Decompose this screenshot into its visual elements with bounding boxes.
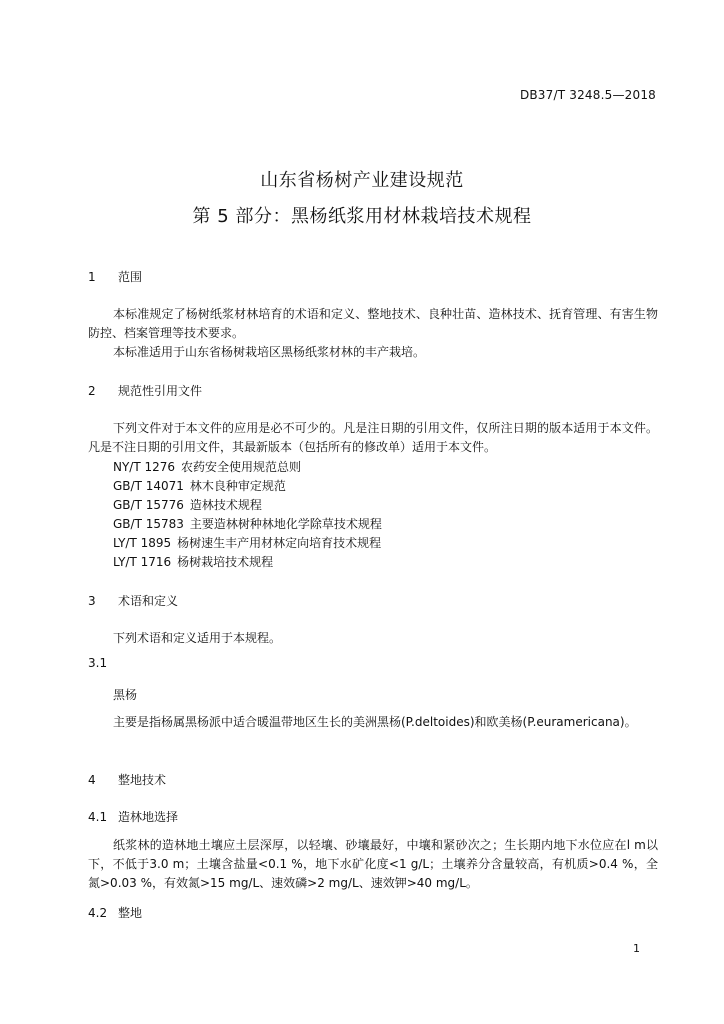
reference-code: LY/T 1716	[113, 555, 172, 569]
section-number: 2	[88, 384, 96, 398]
term-definition: 主要是指杨属黑杨派中适合暖温带地区生长的美洲黑杨(P.deltoides)和欧美杨(P.euramericana)。	[113, 715, 637, 729]
reference-name: 林木良种审定规范	[189, 479, 286, 493]
clause-heading-4-2	[88, 904, 142, 921]
clause-title: 整地	[118, 906, 143, 920]
section-title: 术语和定义	[118, 594, 179, 608]
reference-item	[113, 515, 382, 532]
standard-number: DB37/T 3248.5—2018	[519, 88, 656, 102]
section-heading-2	[88, 382, 202, 399]
reference-name: 杨树速生丰产用材林定向培育技术规程	[177, 536, 382, 550]
reference-item	[113, 553, 273, 570]
clause-number: 4.2	[88, 906, 108, 920]
reference-code: LY/T 1895	[113, 536, 172, 550]
reference-code: NY/T 1276	[113, 460, 176, 474]
section-title: 规范性引用文件	[118, 384, 203, 398]
section-number: 1	[88, 270, 96, 284]
section-title: 范围	[118, 270, 143, 284]
reference-name: 主要造林树种林地化学除草技术规程	[189, 517, 382, 531]
term-name: 黑杨	[113, 688, 138, 702]
paragraph-references: 下列文件对于本文件的应用是必不可少的。凡是注日期的引用文件，仅所注日期的版本适用于本文件。凡是不注日期的引用文件，其最新版本（包括所有的修改单）适用于本文件。	[88, 421, 658, 454]
reference-item	[113, 496, 262, 513]
reference-item	[113, 477, 286, 494]
clause-number-3-1	[88, 656, 107, 670]
clause-number: 3.1	[88, 656, 108, 670]
paragraph-scope-2: 本标准适用于山东省杨树栽培区黑杨纸浆材林的丰产栽培。	[113, 345, 426, 359]
clause-title: 造林地选择	[118, 810, 179, 824]
paragraph-terms-intro: 下列术语和定义适用于本规程。	[113, 631, 282, 645]
reference-name: 造林技术规程	[189, 498, 262, 512]
clause-heading-4-1	[88, 808, 178, 825]
reference-item	[113, 534, 381, 551]
reference-item	[113, 458, 301, 475]
paragraph-scope-1: 本标准规定了杨树纸浆材林培育的术语和定义、整地技术、良种壮苗、造林技术、抚育管理、有害生物防控、档案管理等技术要求。	[88, 307, 658, 340]
section-number: 3	[88, 594, 96, 608]
document-subtitle: 第 5 部分：黑杨纸浆用材林栽培技术规程	[192, 206, 532, 227]
section-heading-1	[88, 268, 142, 285]
page-number: 1	[633, 942, 640, 955]
document-title: 山东省杨树产业建设规范	[260, 170, 464, 191]
section-heading-4	[88, 771, 166, 788]
section-number: 4	[88, 773, 96, 787]
section-heading-3	[88, 592, 178, 609]
section-title: 整地技术	[118, 773, 167, 787]
reference-code: GB/T 15783	[113, 517, 184, 531]
reference-name: 农药安全使用规范总则	[181, 460, 302, 474]
paragraph-site-selection: 纸浆林的造林地土壤应土层深厚，以轻壤、砂壤最好，中壤和紧砂次之；生长期内地下水位应在l m以下，不低于3.0 m；土壤含盐量<0.1 %，地下水矿化度<1 g/L；土壤养分含量较高，有机质>0.4 %，全氮>0.03 %，有效氮>15 mg/L、速效磷>2 mg/L、速效钾>40 mg/L。	[88, 838, 658, 890]
reference-name: 杨树栽培技术规程	[177, 555, 274, 569]
clause-number: 4.1	[88, 810, 108, 824]
reference-code: GB/T 14071	[113, 479, 184, 493]
reference-code: GB/T 15776	[113, 498, 184, 512]
